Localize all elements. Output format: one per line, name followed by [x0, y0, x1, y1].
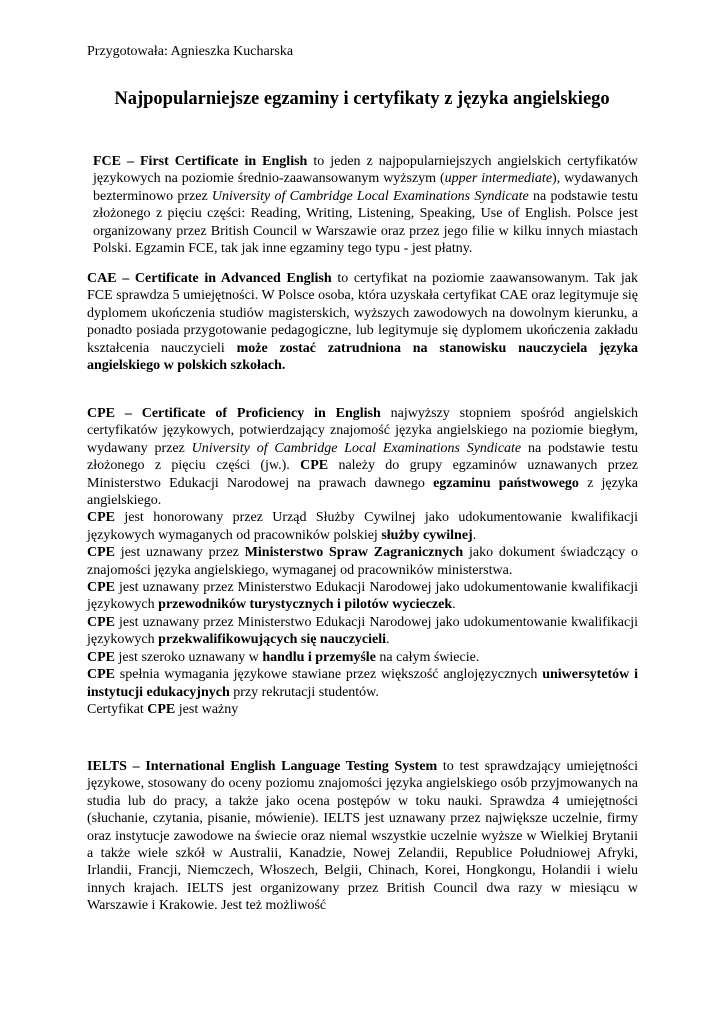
fce-issuer: University of Cambridge Local Examinations Syndicate	[211, 188, 529, 204]
cpe-point-teachers: CPE jest uznawany przez Ministerstwo Edukacji Narodowej jako udokumentowanie kwalifikacji językowych przekwalifikowujących się nauczycieli.	[87, 614, 638, 648]
fce-name: FCE – First Certificate in English	[93, 154, 308, 169]
cpe-point-guides: CPE jest uznawany przez Ministerstwo Edukacji Narodowej jako udokumentowanie kwalifikacji językowych przewodników turystycznych i pilotów wycieczek.	[87, 580, 638, 613]
cpe-point-foreign-ministry: CPE jest uznawany przez Ministerstwo Spraw Zagranicznych jako dokument świadczący o znajomości języka angielskiego, wymaganej od pracowników ministerstwa.	[87, 545, 638, 578]
fce-paragraph: FCE – First Certificate in English to jeden z najpopularniejszych angielskich certyfikatów językowych na poziomie średnio-zaawansowanym wyższym (upper intermediate), wydawanych bezterminowo przez University of Cambridge Local Examinations Syndicate na podstawie testu złożonego z pięciu części: Reading, Writing, Listening, Speaking, Use of English. Polsce jest organizowany przez British Council w Warszawie oraz przez jego filie w kilku innych miastach Polski. Egzamin FCE, tak jak inne egzaminy tego typu - jest płatny.	[93, 154, 639, 257]
fce-level: upper intermediate	[444, 171, 553, 187]
cae-name: CAE – Certificate in Advanced English	[87, 271, 332, 286]
ielts-paragraph: IELTS – International English Language Testing System to test sprawdzający umiejętności językowe, stosowany do oceny poziomu znajomości języka angielskiego osób przyjmowanych na studia lub do pracy, a także jako ocena postępów w toku nauki. Sprawdza 4 umiejętności (słuchanie, czytania, pisanie, mówienie). IELTS jest uznawany przez największe uczelnie, firmy oraz instytucje zawodowe na świecie oraz niemal wszystkie uczelnie wyższe w Wielkiej Brytanii a także wiele szkół w Australii, Kanadzie, Nowej Zelandii, Republice Południowej Afryki, Irlandii, Francji, Niemczech, Włoszech, Belgii, Chinach, Korei, Hongkongu, Holandii i wielu innych krajach. IELTS jest organizowany przez British Council dwa razy w miesiącu w Warszawie i Krakowie. Jest też możliwość	[87, 759, 638, 914]
cpe-name: CPE – Certificate of Proficiency in English	[87, 406, 381, 421]
cpe-section	[87, 405, 638, 718]
author-line: Przygotowała: Agnieszka Kucharska	[87, 44, 294, 59]
cae-section	[87, 270, 638, 374]
cpe-point-validity: Certyfikat CPE jest ważny	[87, 701, 239, 717]
cae-highlight: może zostać zatrudniona na stanowisku nauczyciela języka angielskiego w polskich szkołach.	[87, 340, 638, 374]
page-title: Najpopularniejsze egzaminy i certyfikaty z języka angielskiego	[114, 89, 610, 109]
cpe-point-civil-service: CPE jest honorowany przez Urząd Służby Cywilnej jako udokumentowanie kwalifikacji językowych wymaganych od pracowników polskiej służby cywilnej.	[87, 510, 638, 543]
cpe-intro: CPE – Certificate of Proficiency in English najwyższy stopniem spośród angielskich certyfikatów językowych, potwierdzający znajomość języka angielskiego na poziomie biegłym, wydawany przez University of Cambridge Local Examinations Syndicate na podstawie testu złożonego z pięciu części (jw.). CPE należy do grupy egzaminów uznawanych przez Ministerstwo Edukacji Narodowej na prawach dawnego egzaminu państwowego z języka angielskiego.	[87, 406, 639, 509]
fce-section	[87, 153, 638, 257]
cpe-point-trade: CPE jest szeroko uznawany w handlu i przemyśle na całym świecie.	[87, 649, 480, 665]
cae-paragraph: CAE – Certificate in Advanced English to certyfikat na poziomie zaawansowanym. Tak jak FCE sprawdza 5 umiejętności. W Polsce osoba, która uzyskała certyfikat CAE oraz legitymuje się dyplomem ukończenia studiów magisterskich, wyższych zawodowych na dowolnym kierunku, a ponadto posiada przygotowanie pedagogiczne, lub legitymuje się dyplomem ukończenia zakładu kształcenia nauczycieli może zostać zatrudniona na stanowisku nauczyciela języka angielskiego w polskich szkołach.	[87, 271, 638, 374]
cpe-issuer: University of Cambridge Local Examinations Syndicate	[191, 440, 522, 456]
ielts-section	[87, 758, 638, 915]
cpe-point-universities: CPE spełnia wymagania językowe stawiane przez większość anglojęzycznych uniwersytetów i instytucji edukacyjnych przy rekrutacji studentów.	[87, 667, 638, 700]
ielts-name: IELTS – International English Language Testing System	[87, 759, 438, 774]
